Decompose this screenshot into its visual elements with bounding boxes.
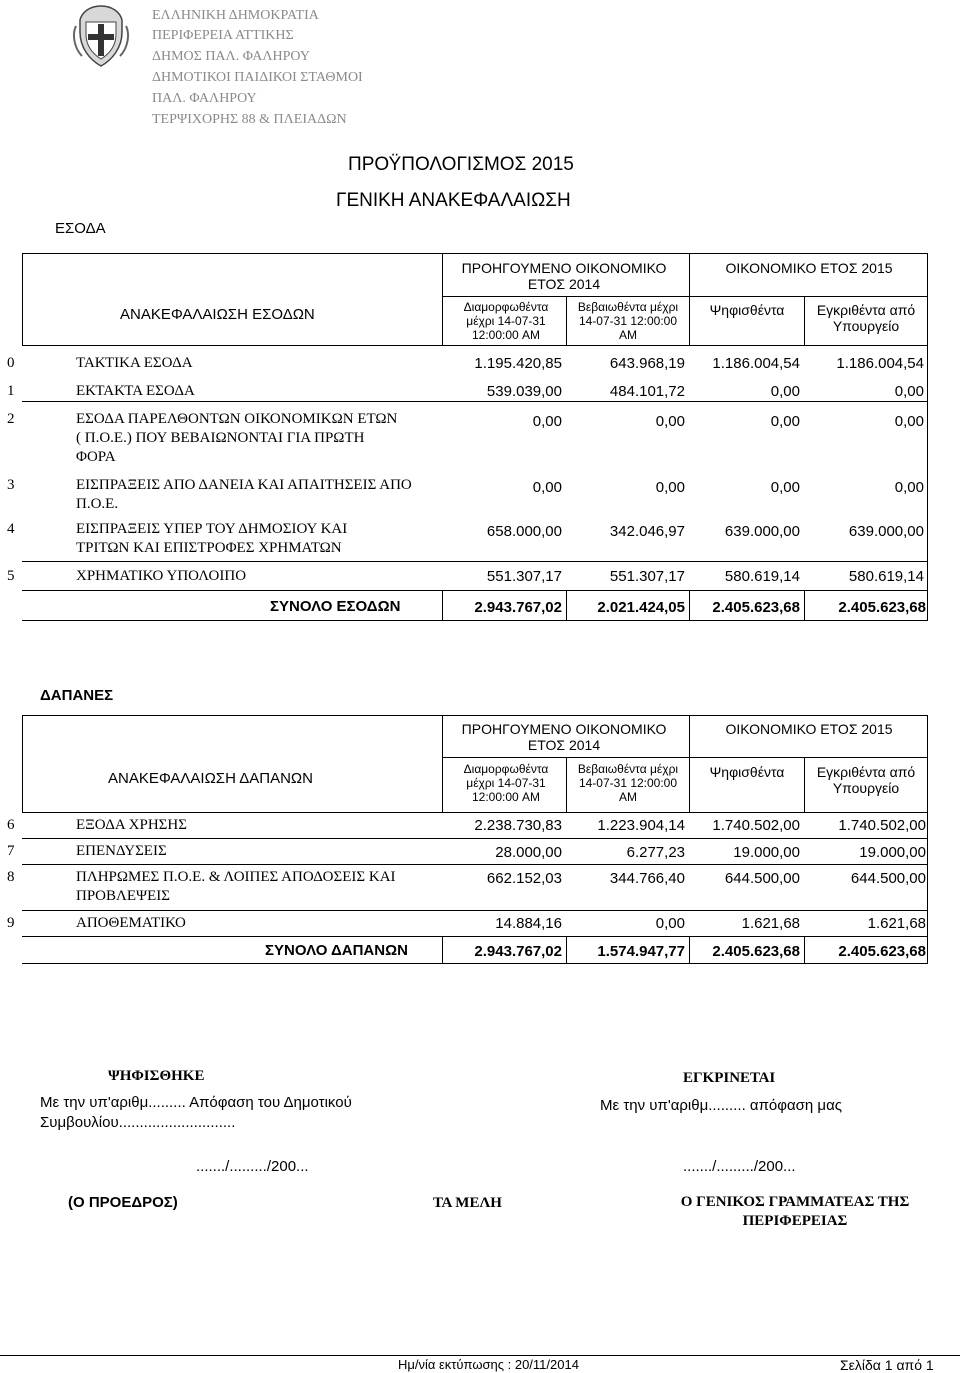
- voted-text: Με την υπ'αριθμ......... Απόφαση του Δημοτικού Συμβουλίου............................: [40, 1094, 352, 1131]
- expenses-row-1-formed: 28.000,00: [495, 844, 562, 861]
- revenue-row-1-label: ΕΚΤΑΚΤΑ ΕΣΟΔΑ: [76, 383, 195, 399]
- print-date: Ημ/νία εκτύπωσης : 20/11/2014: [398, 1357, 579, 1372]
- members-label: ΤΑ ΜΕΛΗ: [433, 1195, 502, 1211]
- revenue-row-4-voted: 639.000,00: [724, 523, 800, 540]
- expenses-total-approved: 2.405.623,68: [838, 943, 926, 960]
- expenses-row-0-formed: 2.238.730,83: [474, 817, 562, 834]
- revenue-row-1-approved: 0,00: [894, 383, 924, 400]
- revenue-row-1-voted: 0,00: [770, 383, 800, 400]
- revenue-row-0-no: 0: [7, 355, 15, 371]
- revenue-row-1-confirmed: 484.101,72: [609, 383, 685, 400]
- revenue-col-approved: Εγκριθέντα από Υπουργείο: [816, 302, 916, 334]
- revenue-col-confirmed: Βεβαιωθέντα μέχρι 14-07-31 12:00:00 AM: [577, 300, 679, 342]
- revenue-col-formed: Διαμορφωθέντα μέχρι 14-07-31 12:00:00 AM: [463, 300, 549, 342]
- expenses-row-1-no: 7: [7, 843, 15, 859]
- revenue-row-3-voted: 0,00: [770, 479, 800, 496]
- revenue-total-confirmed: 2.021.424,05: [597, 599, 685, 616]
- revenue-row-2-no: 2: [7, 411, 15, 427]
- expenses-row-3-voted: 1.621,68: [741, 915, 800, 932]
- revenue-total-formed: 2.943.767,02: [474, 599, 562, 616]
- letterhead-line-1: ΕΛΛΗΝΙΚΗ ΔΗΜΟΚΡΑΤΙΑ: [152, 8, 319, 23]
- revenue-row-2-confirmed: 0,00: [655, 413, 685, 430]
- expenses-row-2-confirmed: 344.766,40: [609, 870, 685, 887]
- expenses-row-2-label: ΠΛΗΡΩΜΕΣ Π.Ο.Ε. & ΛΟΙΠΕΣ ΑΠΟΔΟΣΕΙΣ ΚΑΙ ΠΡΟΒΛΕΨΕΙΣ: [76, 869, 396, 904]
- revenue-total-approved: 2.405.623,68: [838, 599, 926, 616]
- revenue-total-label: ΣΥΝΟΛΟ ΕΣΟΔΩΝ: [270, 598, 401, 615]
- page-subtitle: ΓΕΝΙΚΗ ΑΝΑΚΕΦΑΛΑΙΩΣΗ: [336, 190, 571, 211]
- expenses-row-0-voted: 1.740.502,00: [712, 817, 800, 834]
- revenue-row-5-voted: 580.619,14: [724, 568, 800, 585]
- revenue-col-voted: Ψηφισθέντα: [709, 302, 785, 318]
- revenue-row-2-approved: 0,00: [894, 413, 924, 430]
- expenses-row-0-approved: 1.740.502,00: [838, 817, 926, 834]
- president-label: (Ο ΠΡΟΕΔΡΟΣ): [68, 1194, 178, 1211]
- expenses-total-voted: 2.405.623,68: [712, 943, 800, 960]
- approved-text: Με την υπ'αριθμ......... απόφαση μας: [600, 1097, 842, 1114]
- expenses-row-0-no: 6: [7, 817, 15, 833]
- expenses-row-3-label: ΑΠΟΘΕΜΑΤΙΚΟ: [76, 915, 186, 931]
- expenses-col-formed: Διαμορφωθέντα μέχρι 14-07-31 12:00:00 AM: [463, 762, 549, 804]
- revenue-row-0-confirmed: 643.968,19: [609, 355, 685, 372]
- revenue-row-5-formed: 551.307,17: [486, 568, 562, 585]
- revenue-row-3-label: ΕΙΣΠΡΑΞΕΙΣ ΑΠΟ ΔΑΝΕΙΑ ΚΑΙ ΑΠΑΙΤΗΣΕΙΣ ΑΠΟ Π.Ο.Ε.: [76, 477, 412, 512]
- revenue-total-voted: 2.405.623,68: [712, 599, 800, 616]
- expenses-row-2-formed: 662.152,03: [486, 870, 562, 887]
- revenue-row-4-confirmed: 342.046,97: [609, 523, 685, 540]
- revenue-row-0-approved: 1.186.004,54: [836, 355, 924, 372]
- voted-heading: ΨΗΦΙΣΘΗΚΕ: [108, 1068, 205, 1084]
- expenses-col-confirmed: Βεβαιωθέντα μέχρι 14-07-31 12:00:00 AM: [577, 762, 679, 804]
- expenses-row-3-confirmed: 0,00: [655, 915, 685, 932]
- revenue-row-4-no: 4: [7, 521, 15, 537]
- revenue-row-3-confirmed: 0,00: [655, 479, 685, 496]
- revenue-row-5-approved: 580.619,14: [848, 568, 924, 585]
- expenses-row-3-formed: 14.884,16: [495, 915, 562, 932]
- letterhead-line-4: ΔΗΜΟΤΙΚΟΙ ΠΑΙΔΙΚΟΙ ΣΤΑΘΜΟΙ: [152, 70, 363, 85]
- expenses-cur-year-header: ΟΙΚΟΝΟΜΙΚΟ ΕΤΟΣ 2015: [725, 721, 893, 737]
- revenue-row-1-no: 1: [7, 383, 15, 399]
- revenue-prev-year-header: ΠΡΟΗΓΟΥΜΕΝΟ ΟΙΚΟΝΟΜΙΚΟ ΕΤΟΣ 2014: [461, 260, 667, 292]
- revenue-cur-year-header: ΟΙΚΟΝΟΜΙΚΟ ΕΤΟΣ 2015: [725, 260, 893, 276]
- revenue-row-3-formed: 0,00: [532, 479, 562, 496]
- expenses-col-voted: Ψηφισθέντα: [709, 764, 785, 780]
- expenses-row-1-label: ΕΠΕΝΔΥΣΕΙΣ: [76, 843, 167, 859]
- expenses-row-1-voted: 19.000,00: [733, 844, 800, 861]
- expenses-row-2-no: 8: [7, 869, 15, 885]
- expenses-row-1-confirmed: 6.277,23: [626, 844, 685, 861]
- expenses-prev-year-header: ΠΡΟΗΓΟΥΜΕΝΟ ΟΙΚΟΝΟΜΙΚΟ ΕΤΟΣ 2014: [461, 721, 667, 753]
- footer-divider: [0, 1355, 960, 1356]
- letterhead-line-6: ΤΕΡΨΙΧΟΡΗΣ 88 & ΠΛΕΙΑΔΩΝ: [152, 112, 347, 127]
- expenses-row-1-approved: 19.000,00: [859, 844, 926, 861]
- revenue-row-5-confirmed: 551.307,17: [609, 568, 685, 585]
- revenue-section-label: ΕΣΟΔΑ: [55, 220, 106, 237]
- expenses-row-2-voted: 644.500,00: [724, 870, 800, 887]
- expenses-table-title: ΑΝΑΚΕΦΑΛΑΙΩΣΗ ΔΑΠΑΝΩΝ: [108, 770, 313, 787]
- secretary-label: Ο ΓΕΝΙΚΟΣ ΓΡΑΜΜΑΤΕΑΣ ΤΗΣ ΠΕΡΙΦΕΡΕΙΑΣ: [680, 1194, 910, 1229]
- expenses-col-approved: Εγκριθέντα από Υπουργείο: [816, 764, 916, 796]
- expenses-row-3-no: 9: [7, 915, 15, 931]
- revenue-table-title: ΑΝΑΚΕΦΑΛΑΙΩΣΗ ΕΣΟΔΩΝ: [120, 306, 315, 323]
- expenses-row-3-approved: 1.621,68: [867, 915, 926, 932]
- expenses-row-2-approved: 644.500,00: [850, 870, 926, 887]
- letterhead-line-3: ΔΗΜΟΣ ΠΑΛ. ΦΑΛΗΡΟΥ: [152, 49, 310, 64]
- expenses-total-formed: 2.943.767,02: [474, 943, 562, 960]
- date-left: ......./........./200...: [196, 1158, 309, 1175]
- expenses-section-label: ΔΑΠΑΝΕΣ: [40, 687, 114, 704]
- revenue-row-2-label: ΕΣΟΔΑ ΠΑΡΕΛΘΟΝΤΩΝ ΟΙΚΟΝΟΜΙΚΩΝ ΕΤΩΝ ( Π.Ο.Ε.) ΠΟΥ ΒΕΒΑΙΩΝΟΝΤΑΙ ΓΙΑ ΠΡΩΤΗ ΦΟΡΑ: [76, 411, 398, 465]
- date-right: ......./........./200...: [683, 1158, 796, 1175]
- letterhead-line-5: ΠΑΛ. ΦΑΛΗΡΟΥ: [152, 91, 257, 106]
- expenses-row-0-confirmed: 1.223.904,14: [597, 817, 685, 834]
- page-number: Σελίδα 1 από 1: [840, 1357, 934, 1373]
- hellenic-emblem-icon: [72, 4, 130, 68]
- revenue-row-2-formed: 0,00: [532, 413, 562, 430]
- page-title: ΠΡΟΫΠΟΛΟΓΙΣΜΟΣ 2015: [348, 154, 574, 175]
- revenue-row-3-approved: 0,00: [894, 479, 924, 496]
- revenue-row-5-label: ΧΡΗΜΑΤΙΚΟ ΥΠΟΛΟΙΠΟ: [76, 568, 247, 584]
- expenses-total-confirmed: 1.574.947,77: [597, 943, 685, 960]
- revenue-row-3-no: 3: [7, 477, 15, 493]
- revenue-row-4-formed: 658.000,00: [486, 523, 562, 540]
- revenue-row-0-voted: 1.186.004,54: [712, 355, 800, 372]
- revenue-row-5-no: 5: [7, 568, 15, 584]
- expenses-row-0-label: ΕΞΟΔΑ ΧΡΗΣΗΣ: [76, 817, 187, 833]
- revenue-row-1-formed: 539.039,00: [486, 383, 562, 400]
- revenue-row-0-label: ΤΑΚΤΙΚΑ ΕΣΟΔΑ: [76, 355, 193, 371]
- letterhead-line-2: ΠΕΡΙΦΕΡΕΙΑ ΑΤΤΙΚΗΣ: [152, 28, 294, 43]
- revenue-row-2-voted: 0,00: [770, 413, 800, 430]
- revenue-row-4-label: ΕΙΣΠΡΑΞΕΙΣ ΥΠΕΡ ΤΟΥ ΔΗΜΟΣΙΟΥ ΚΑΙ ΤΡΙΤΩΝ ΚΑΙ ΕΠΙΣΤΡΟΦΕΣ ΧΡΗΜΑΤΩΝ: [76, 521, 348, 556]
- revenue-row-4-approved: 639.000,00: [848, 523, 924, 540]
- expenses-total-label: ΣΥΝΟΛΟ ΔΑΠΑΝΩΝ: [265, 942, 408, 959]
- approved-heading: ΕΓΚΡΙΝΕΤΑΙ: [683, 1070, 776, 1086]
- revenue-row-0-formed: 1.195.420,85: [474, 355, 562, 372]
